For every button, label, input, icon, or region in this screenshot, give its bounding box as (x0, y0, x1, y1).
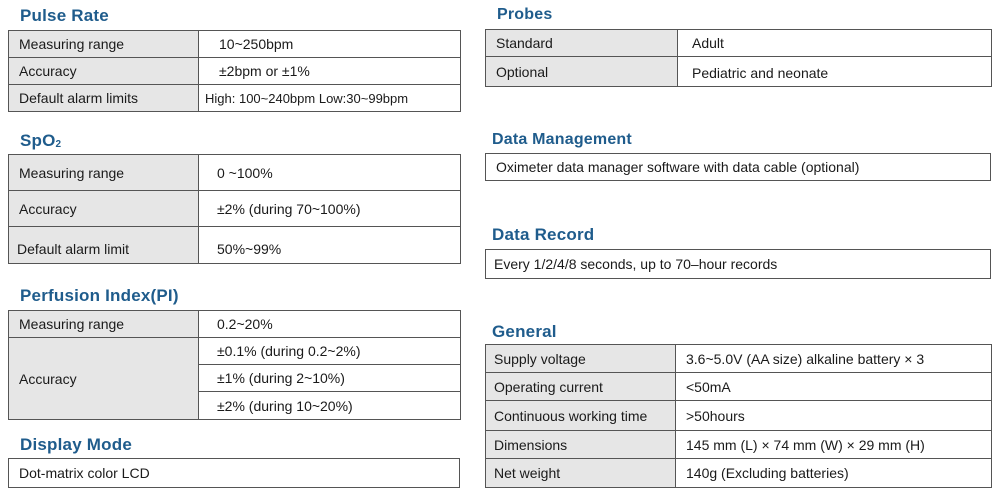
table-row (9, 58, 461, 85)
general-heading: General (492, 322, 557, 341)
table-row (486, 250, 991, 279)
data-management-value: Oximeter data manager software with data cable (optional) (486, 154, 991, 181)
spo2-table (8, 154, 461, 264)
spo2-measuring-range-value: 0 ~100% (199, 155, 461, 191)
probes-optional-value: Pediatric and neonate (678, 57, 992, 87)
display-mode-value: Dot-matrix color LCD (9, 459, 460, 488)
spo2-accuracy-label: Accuracy (9, 191, 199, 227)
table-row (486, 57, 992, 87)
spo2-heading-main: SpO (20, 131, 56, 150)
table-row (9, 155, 461, 191)
pi-accuracy-value-1: ±0.1% (during 0.2~2%) (199, 338, 461, 365)
pulse-measuring-range-value: 10~250bpm (199, 31, 461, 58)
data-management-table (485, 153, 991, 181)
general-table (485, 344, 992, 488)
probes-table (485, 29, 992, 87)
continuous-working-time-value: >50hours (676, 401, 992, 431)
spo2-accuracy-value: ±2% (during 70~100%) (199, 191, 461, 227)
spo2-alarm-limit-label: Default alarm limit (9, 227, 199, 264)
table-row (9, 85, 461, 112)
supply-voltage-value: 3.6~5.0V (AA size) alkaline battery × 3 (676, 345, 992, 373)
table-row (486, 154, 991, 181)
pi-accuracy-label: Accuracy (9, 338, 199, 420)
probes-heading: Probes (497, 6, 553, 23)
table-row (9, 338, 461, 365)
table-row (9, 227, 461, 264)
supply-voltage-label: Supply voltage (486, 345, 676, 373)
pi-measuring-range-value: 0.2~20% (199, 311, 461, 338)
table-row (486, 431, 992, 459)
pulse-alarm-limits-label: Default alarm limits (9, 85, 199, 112)
table-row (486, 345, 992, 373)
probes-standard-label: Standard (486, 30, 678, 57)
operating-current-label: Operating current (486, 373, 676, 401)
spo2-measuring-range-label: Measuring range (9, 155, 199, 191)
probes-optional-label: Optional (486, 57, 678, 87)
pulse-rate-table (8, 30, 461, 112)
dimensions-label: Dimensions (486, 431, 676, 459)
pulse-accuracy-value: ±2bpm or ±1% (199, 58, 461, 85)
spo2-heading (20, 131, 61, 151)
perfusion-index-table (8, 310, 461, 420)
table-row (9, 191, 461, 227)
pulse-accuracy-label: Accuracy (9, 58, 199, 85)
table-row (9, 311, 461, 338)
table-row (486, 401, 992, 431)
dimensions-value: 145 mm (L) × 74 mm (W) × 29 mm (H) (676, 431, 992, 459)
spo2-heading-subscript: 2 (55, 139, 62, 150)
net-weight-value: 140g (Excluding batteries) (676, 459, 992, 488)
data-management-heading: Data Management (492, 131, 632, 148)
table-row (486, 30, 992, 57)
spo2-alarm-limit-value: 50%~99% (199, 227, 461, 264)
data-record-heading: Data Record (492, 225, 595, 244)
data-record-table (485, 249, 991, 279)
pi-accuracy-value-2: ±1% (during 2~10%) (199, 365, 461, 392)
table-row (486, 459, 992, 488)
pi-accuracy-value-3: ±2% (during 10~20%) (199, 392, 461, 420)
table-row (9, 31, 461, 58)
continuous-working-time-label: Continuous working time (486, 401, 676, 431)
net-weight-label: Net weight (486, 459, 676, 488)
perfusion-index-heading: Perfusion Index(PI) (20, 286, 179, 305)
display-mode-heading: Display Mode (20, 435, 132, 454)
pi-measuring-range-label: Measuring range (9, 311, 199, 338)
pulse-measuring-range-label: Measuring range (9, 31, 199, 58)
table-row (486, 373, 992, 401)
display-mode-table (8, 458, 460, 488)
pulse-alarm-limits-value: High: 100~240bpm Low:30~99bpm (199, 85, 461, 112)
pulse-rate-heading: Pulse Rate (20, 6, 109, 25)
data-record-value: Every 1/2/4/8 seconds, up to 70–hour records (486, 250, 991, 279)
probes-standard-value: Adult (678, 30, 992, 57)
table-row (9, 459, 460, 488)
operating-current-value: <50mA (676, 373, 992, 401)
